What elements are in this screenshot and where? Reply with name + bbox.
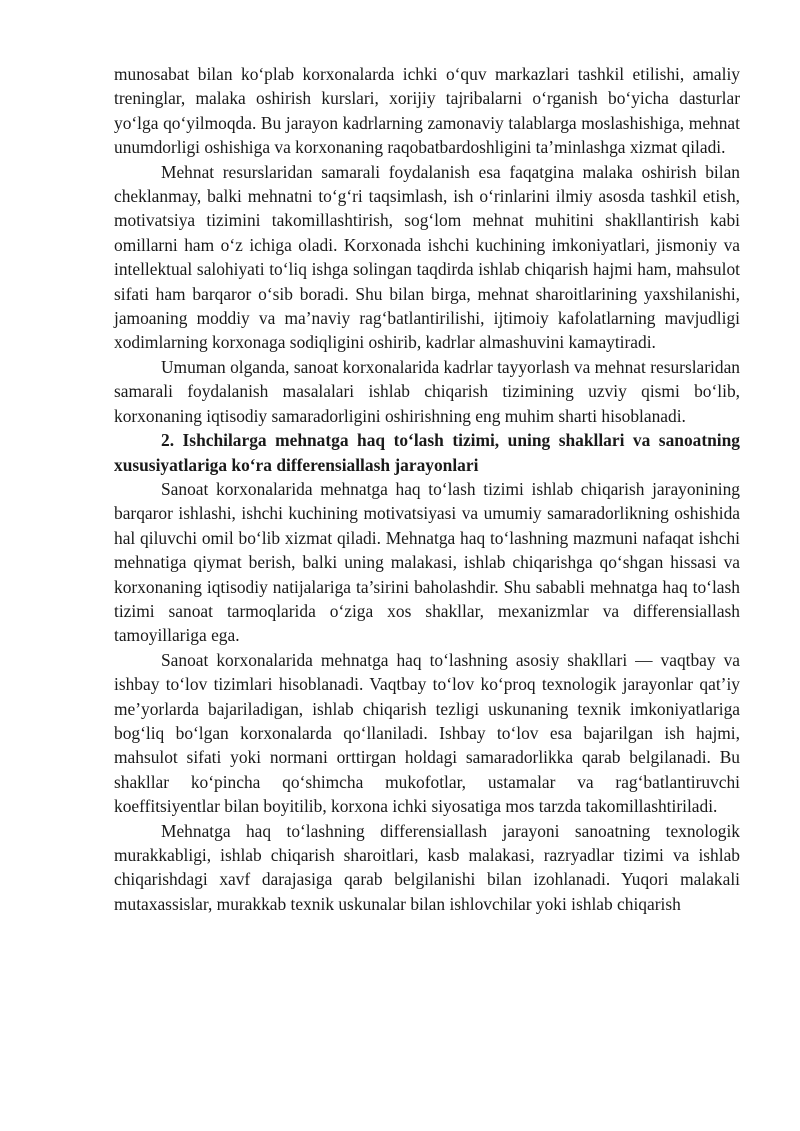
- section-heading: 2. Ishchilarga mehnatga haq to‘lash tizimi, uning shakllari va sanoatning xususiyatlariga ko‘ra differensiallash jarayonlari: [114, 430, 740, 475]
- paragraph-labor-resources: Mehnat resurslaridan samarali foydalanish esa faqatgina malaka oshirish bilan cheklanmay, balki mehnatni to‘g‘ri taqsimlash, ish o‘rinlarini ilmiy asosda tashkil etish, motivatsiya tizimini takomillashtirish, sog‘lom mehnat muhitini shakllantirish kabi omillarni ham o‘z ichiga oladi. Korxonada ishchi kuchining imkoniyatlari, jismoniy va intellektual salohiyati to‘liq ishga solingan taqdirda ishlab chiqarish hajmi ham, mahsulot sifati ham barqaror o‘sib boradi. Shu bilan birga, mehnat sharoitlarining yaxshilanishi, jamoaning moddiy va ma’naviy rag‘batlantirilishi, ijtimoiy kafolatlarning mavjudligi xodimlarning korxonaga sodiqligini oshirib, kadrlar almashuvini kamaytiradi.: [114, 161, 740, 353]
- paragraph-summary: Umuman olganda, sanoat korxonalarida kadrlar tayyorlash va mehnat resurslaridan samarali foydalanish masalalari ishlab chiqarish tizimining uzviy qismi bo‘lib, korxonaning iqtisodiy samaradorligini oshirishning eng muhim sharti hisoblanadi.: [114, 356, 741, 426]
- paragraph-pay-forms: Sanoat korxonalarida mehnatga haq to‘lashning asosiy shakllari — vaqtbay va ishbay to‘lov tizimlari hisoblanadi. Vaqtbay to‘lov ko‘proq texnologik jarayonlar qat’iy me’yorlarda bajariladigan, ishlab chiqarish tezligi uskunaning texnik imkoniyatlariga bog‘liq bo‘lgan korxonalarda qo‘llaniladi. Ishbay to‘lov esa bajarilgan ish hajmi, mahsulot sifati yoki normani orttirgan holdagi samaradorlikka qarab belgilanadi. Bu shakllar ko‘pincha qo‘shimcha mukofotlar, ustamalar va rag‘batlantiruvchi koeffitsiyentlar bilan boyitilib, korxona ichki siyosatiga mos tarzda takomillashtiriladi.: [114, 649, 740, 817]
- paragraph-continuation: munosabat bilan ko‘plab korxonalarda ichki o‘quv markazlari tashkil etilishi, amaliy treninglar, malaka oshirish kurslari, xorijiy tajribalarni o‘rganish bo‘yicha dasturlar yo‘lga qo‘yilmoqda. Bu jarayon kadrlarning zamonaviy talablarga moslashishiga, mehnat unumdorligi oshishiga va korxonaning raqobatbardoshligini ta’minlashga xizmat qiladi.: [114, 64, 740, 158]
- paragraph-differentiation: Mehnatga haq to‘lashning differensiallash jarayoni sanoatning texnologik murakkabligi, ishlab chiqarish sharoitlari, kasb malakasi, razryadlar tizimi va ishlab chiqarishdagi xavf darajasiga qarab belgilanishi bilan izohlanadi. Yuqori malakali mutaxassislar, murakkab texnik uskunalar bilan ishlovchilar yoki ishlab chiqarish: [114, 820, 740, 914]
- document-page: [114, 62, 740, 916]
- paragraph-pay-system: Sanoat korxonalarida mehnatga haq to‘lash tizimi ishlab chiqarish jarayonining barqaror ishlashi, ishchi kuchining motivatsiyasi va umumiy samaradorlikning oshishida hal qiluvchi omil bo‘lib xizmat qiladi. Mehnatga haq to‘lashning mazmuni nafaqat ishchi mehnatiga qiymat berish, balki uning malakasi, ishlab chiqarishga qo‘shgan hissasi va korxonaning iqtisodiy natijalariga ta’sirini baholashdir. Shu sababli mehnatga haq to‘lash tizimi sanoat tarmoqlarida o‘ziga xos shakllar, mexanizmlar va differensiallash tamoyillariga ega.: [114, 478, 740, 646]
